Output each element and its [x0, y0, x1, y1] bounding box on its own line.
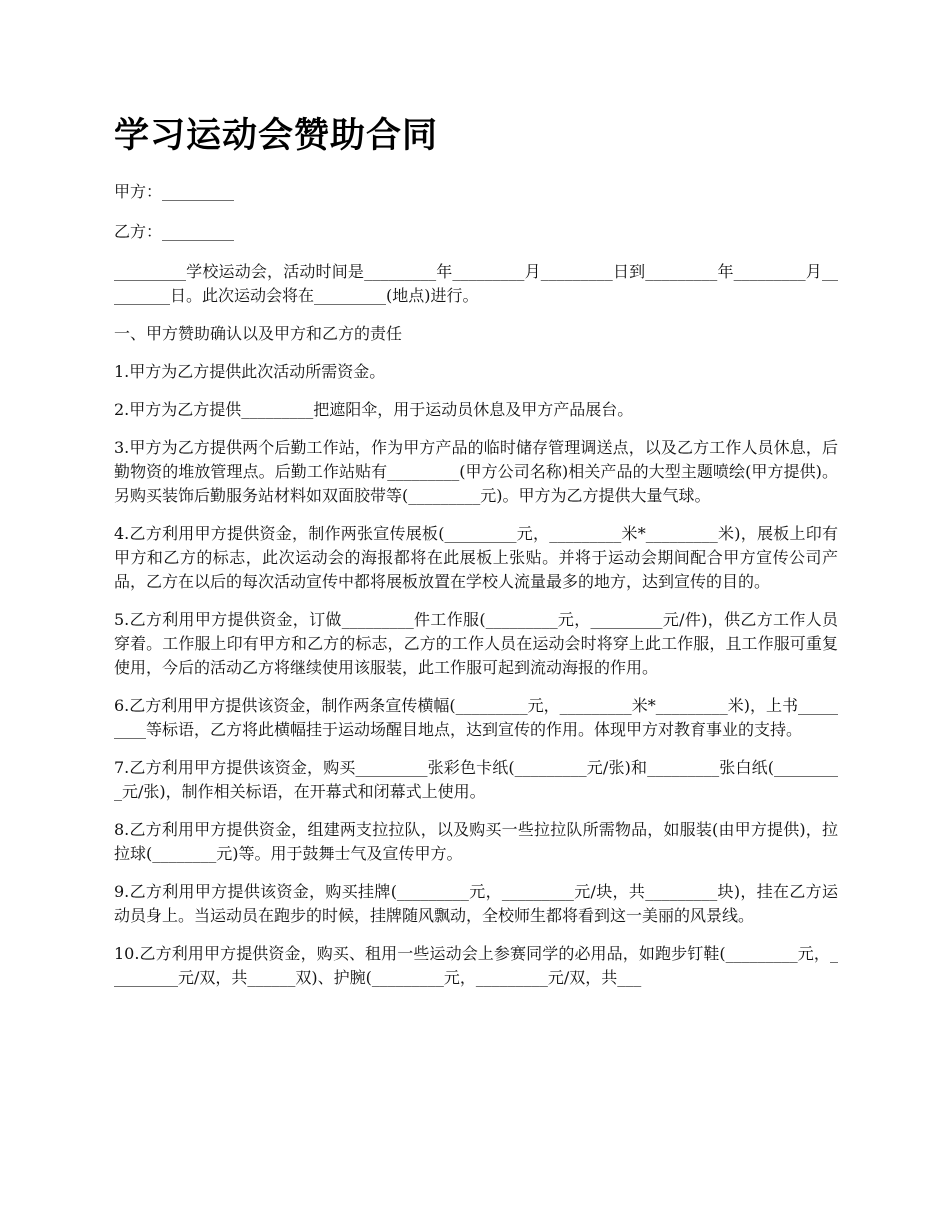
clause-9: 9.乙方利用甲方提供该资金，购买挂牌(_________元，_________元/块，共_________块)，挂在乙方运动员身上。当运动员在跑步的时候，挂牌随风飘动，全校师生都将看到这一美丽的风景线。: [114, 882, 838, 925]
section-heading: 一、甲方赞助确认以及甲方和乙方的责任: [114, 324, 403, 343]
document-body: [114, 180, 838, 1004]
clause-3: 3.甲方为乙方提供两个后勤工作站，作为甲方产品的临时储存管理调送点，以及乙方工作人员休息，后勤物资的堆放管理点。后勤工作站贴有_________(甲方公司名称)相关产品的大型主题喷绘(甲方提供)。另购买装饰后勤服务站材料如双面胶带等(_________元)。甲方为乙方提供大量气球。: [114, 438, 838, 505]
clause-7: 7.乙方利用甲方提供该资金，购买_________张彩色卡纸(_________元/张)和_________张白纸(_________元/张)，制作相关标语，在开幕式和闭幕式上使用。: [114, 758, 838, 801]
clause-4: 4.乙方利用甲方提供资金，制作两张宣传展板(_________元，_________米*_________米)，展板上印有甲方和乙方的标志，此次运动会的海报都将在此展板上张贴。并将于运动会期间配合甲方宣传公司产品，乙方在以后的每次活动宣传中都将展板放置在学校人流量最多的地方，达到宣传的目的。: [114, 524, 838, 591]
clause-1: 1.甲方为乙方提供此次活动所需资金。: [114, 362, 386, 381]
clause-6: 6.乙方利用甲方提供该资金，制作两条宣传横幅(_________元，_________米*_________米)，上书_________等标语，乙方将此横幅挂于运动场醒目地点，达到宣传的作用。体现甲方对教育事业的支持。: [114, 696, 838, 739]
intro-paragraph: _________学校运动会，活动时间是_________年_________月_________日到_________年_________月_________日。此次运动会将在_________(地点)进行。: [114, 262, 838, 305]
party-a-line: 甲方：_________: [114, 182, 235, 201]
clause-2: 2.甲方为乙方提供_________把遮阳伞，用于运动员休息及甲方产品展台。: [114, 400, 634, 419]
clause-8: 8.乙方利用甲方提供资金，组建两支拉拉队，以及购买一些拉拉队所需物品，如服装(由甲方提供)，拉拉球(________元)等。用于鼓舞士气及宣传甲方。: [114, 820, 838, 863]
party-b-line: 乙方：_________: [114, 222, 235, 241]
clause-10: 10.乙方利用甲方提供资金，购买、租用一些运动会上参赛同学的必用品，如跑步钉鞋(_________元，_________元/双，共______双)、护腕(_________元，_________元/双，共___: [114, 944, 838, 987]
document-title: 学习运动会赞助合同: [114, 116, 439, 156]
clause-5: 5.乙方利用甲方提供资金，订做_________件工作服(_________元，_________元/件)，供乙方工作人员穿着。工作服上印有甲方和乙方的标志，乙方的工作人员在运动会时将穿上此工作服，且工作服可重复使用，今后的活动乙方将继续使用该服装，此工作服可起到流动海报的作用。: [114, 610, 838, 677]
